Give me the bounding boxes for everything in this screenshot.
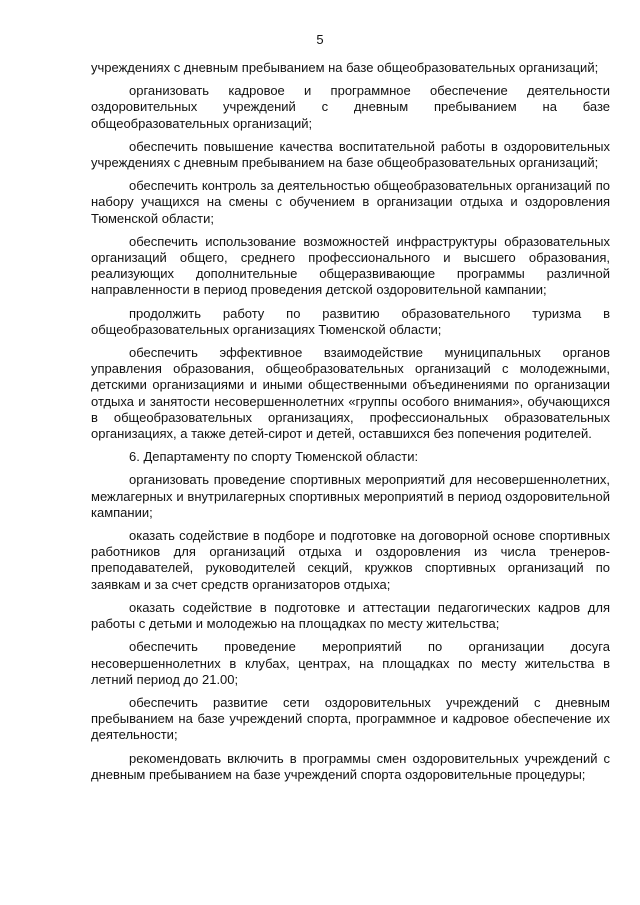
paragraph: организовать кадровое и программное обеспечение деятельности оздоровительных учреждений с дневным пребыванием на базе общеобразовательных организаций; [91,83,610,131]
paragraph: обеспечить эффективное взаимодействие муниципальных органов управления образования, общеобразовательных организаций с молодежными, детскими организациями и иными общественными объединениями по организации отдыха и занятости несовершеннолетних «группы особого внимания», обучающихся в общеобразовательных организациях, профессиональных образовательных организациях, а также детей-сирот и детей, оставшихся без попечения родителей. [91,345,610,442]
paragraph: учреждениях с дневным пребыванием на базе общеобразовательных организаций; [91,60,599,75]
paragraph: продолжить работу по развитию образовательного туризма в общеобразовательных организациях Тюменской области; [91,305,610,337]
paragraph: обеспечить контроль за деятельностью общеобразовательных организаций по набору учащихся на смены с обучением в организации отдыха и оздоровления Тюменской области; [91,178,610,226]
paragraph: рекомендовать включить в программы смен оздоровительных учреждений с дневным пребыванием на базе учреждений спорта оздоровительные процедуры; [91,750,610,782]
paragraph: оказать содействие в подборе и подготовке на договорной основе спортивных работников для организаций отдыха и оздоровления из числа тренеров-преподавателей, руководителей секций, кружков спортивных организаций по заявкам и за счет средств организаторов отдыха; [91,528,610,592]
page-number: 5 [316,32,324,47]
paragraph: обеспечить повышение качества воспитательной работы в оздоровительных учреждениях с дневным пребыванием на базе общеобразовательных организаций; [91,138,610,171]
paragraph: организовать проведение спортивных мероприятий для несовершеннолетних, межлагерных и внутрилагерных спортивных мероприятий в период оздоровительной кампании; [91,472,610,520]
paragraph: оказать содействие в подготовке и аттестации педагогических кадров для работы с детьми и молодежью на площадках по месту жительства; [91,599,610,632]
paragraph: обеспечить использование возможностей инфраструктуры образовательных организаций общего, среднего профессионального и высшего образования, реализующих дополнительные общеразвивающие программы различной направленности в период проведения детской оздоровительной кампании; [91,233,610,298]
section-heading: 6. Департаменту по спорту Тюменской области: [129,449,419,465]
document-body [91,60,610,790]
paragraph: обеспечить развитие сети оздоровительных учреждений с дневным пребыванием на базе учреждений спорта, программное и кадровое обеспечение их деятельности; [91,694,610,743]
paragraph: обеспечить проведение мероприятий по организации досуга несовершеннолетних в клубах, центрах, на площадках по месту жительства в летний период до 21.00; [91,639,610,687]
